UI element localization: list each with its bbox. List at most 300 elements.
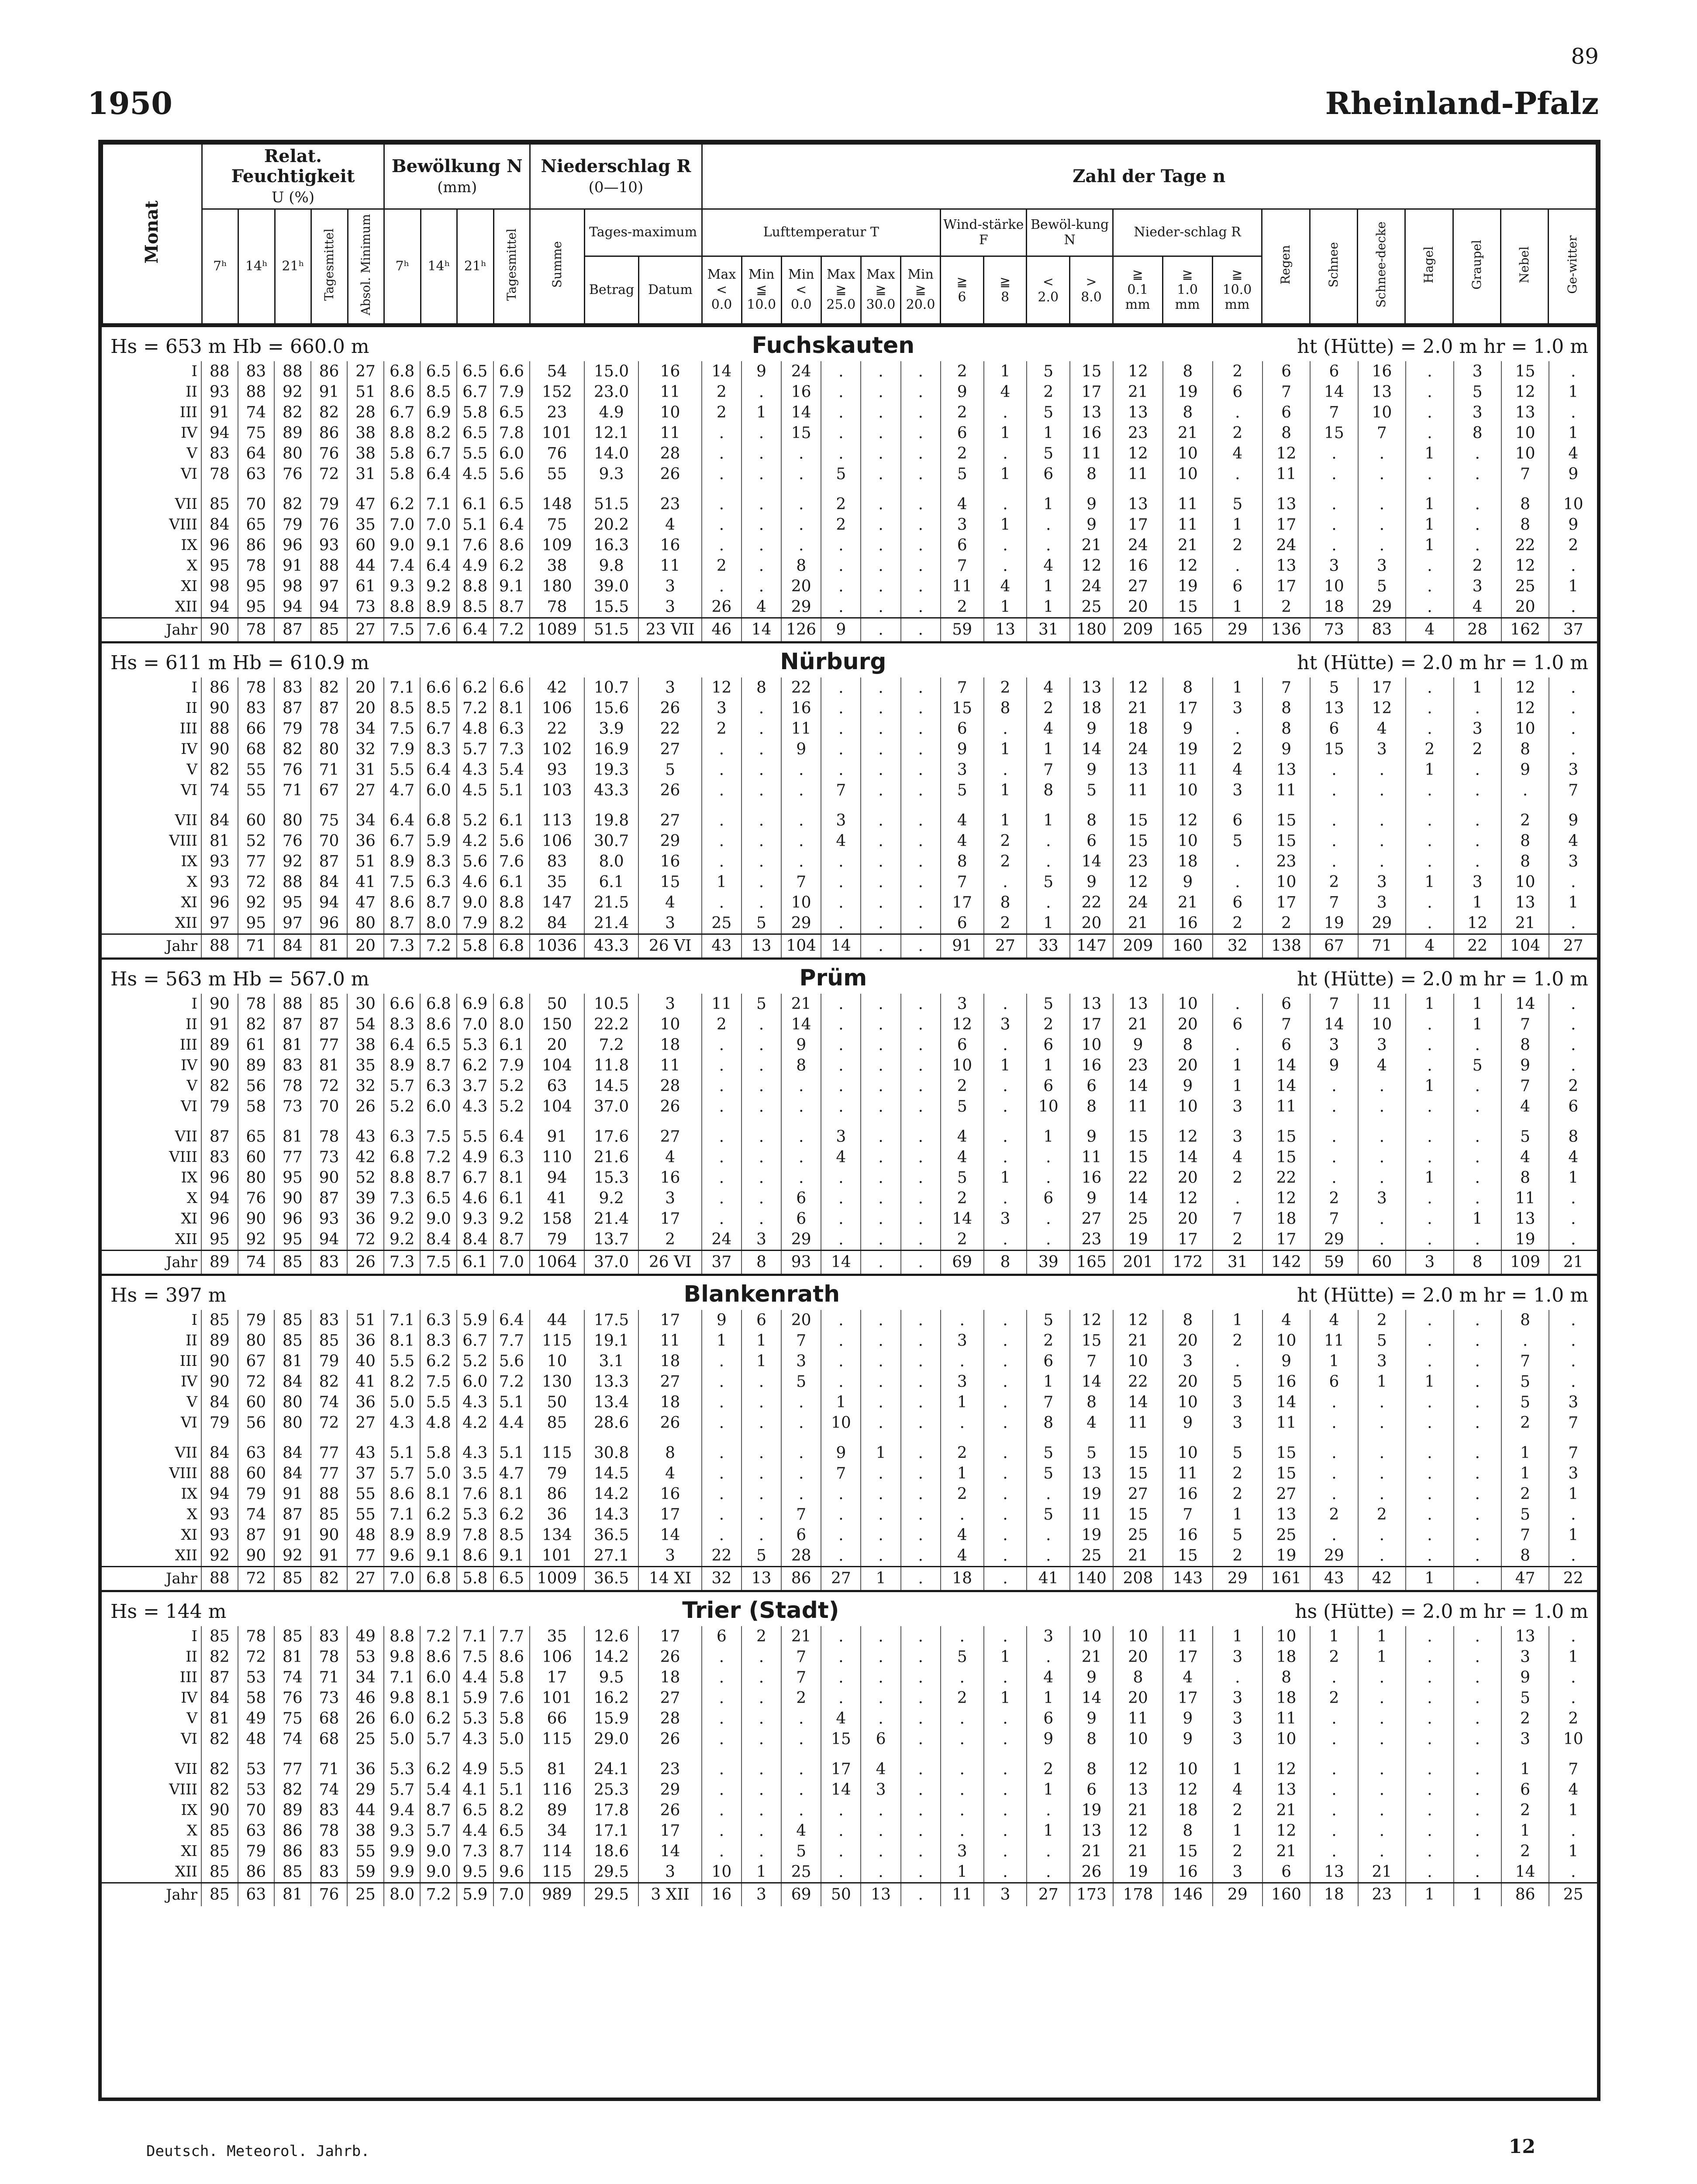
table-cell: . [781,1413,821,1433]
table-cell: 84 [201,801,238,831]
table-cell: . [742,556,781,576]
table-cell: 1 [1027,1117,1070,1147]
table-cell: . [1027,515,1070,535]
table-cell: 26 [347,1250,384,1274]
table-cell: 9 [742,361,781,382]
table-cell: 6 [1310,1372,1358,1392]
table-cell: 19 [1501,1229,1549,1251]
table-cell: . [901,1392,941,1413]
table-cell: 1 [1213,1504,1262,1525]
table-cell: . [901,831,941,851]
table-cell: 4 [1406,618,1453,641]
table-cell: . [901,719,941,739]
table-cell: 4.3 [457,1729,493,1749]
table-cell: . [984,1372,1027,1392]
table-cell: 3 [1549,760,1597,780]
table-cell: . [1549,698,1597,719]
table-cell: 35 [347,1055,384,1076]
col-temp-1: Max < 0.0 [702,256,742,324]
table-cell: . [742,382,781,402]
table-cell: 2 [1454,556,1501,576]
table-cell: 209 [1113,618,1163,641]
table-cell: 8 [1163,1310,1213,1330]
table-cell: 54 [530,361,584,382]
table-cell: . [1310,1096,1358,1117]
table-cell: . [1454,1667,1501,1688]
table-cell: 6 [861,1729,900,1749]
table-cell: 21 [781,1626,821,1647]
table-cell: 77 [311,1463,348,1484]
col-21h: 21ʰ [275,209,311,324]
table-cell: . [901,698,941,719]
station-name: Blankenrath [683,1281,840,1307]
table-cell: . [861,1310,900,1330]
table-cell: 26 [638,780,701,801]
table-cell: 20 [1163,1330,1213,1351]
table-cell: 7.7 [493,1626,530,1647]
table-cell: 1 [1213,1076,1262,1096]
table-cell: 17 [638,1209,701,1229]
table-cell: . [1454,1076,1501,1096]
table-cell: 6.8 [384,1147,421,1168]
table-cell: 51 [347,851,384,872]
table-cell: 5.1 [493,1433,530,1463]
table-cell: . [702,1688,742,1708]
table-cell: 53 [347,1647,384,1667]
table-cell: . [941,1821,984,1841]
table-cell: . [742,1647,781,1667]
table-cell: 18 [1163,851,1213,872]
table-cell: 28 [638,1708,701,1729]
table-cell: 58 [238,1688,275,1708]
table-row [102,484,1597,515]
table-cell: 2 [1213,1545,1262,1567]
table-cell: . [861,913,900,934]
table-cell: 11 [1358,994,1406,1014]
table-header [102,143,1597,325]
table-cell: 3 [1501,1729,1549,1749]
table-cell: 6 [1027,464,1070,484]
table-cell: 17 [941,892,984,913]
table-cell: 82 [201,1749,238,1780]
table-cell: 75 [274,1708,311,1729]
table-cell: 80 [347,913,384,934]
table-cell: 5 [638,760,701,780]
table-cell: 24 [1070,576,1113,597]
table-cell: 4 [1213,760,1262,780]
table-cell: 96 [201,1209,238,1229]
table-row [102,576,1597,597]
table-row [102,719,1597,739]
table-cell: 37 [1549,618,1597,641]
table-cell: . [941,1708,984,1729]
table-cell: 29 [1213,1883,1262,1906]
table-cell: 1 [1213,515,1262,535]
table-cell: 14 [821,934,861,957]
table-cell: 83 [311,1862,348,1883]
table-cell: 2 [1358,1504,1406,1525]
table-cell: . [984,994,1027,1014]
table-cell: . [861,1647,900,1667]
table-cell: 63 [238,1433,275,1463]
table-cell: . [1454,484,1501,515]
table-cell: . [901,1096,941,1117]
table-cell: . [984,872,1027,892]
table-row [102,1035,1597,1055]
table-cell: . [984,402,1027,423]
table-cell: . [1454,1525,1501,1545]
table-cell: 3.7 [457,1076,493,1096]
table-cell: 8 [638,1433,701,1463]
table-cell: 6.9 [457,994,493,1014]
table-cell: 10 [1501,719,1549,739]
table-cell: 2 [638,1229,701,1251]
table-cell: 5.8 [420,1433,457,1463]
table-cell: . [1358,515,1406,535]
table-cell: 4 [1549,443,1597,464]
table-cell: 1 [1406,760,1453,780]
month-label: Jahr [102,1566,201,1590]
table-cell: . [901,913,941,934]
table-cell: 31 [347,760,384,780]
table-cell: 1 [1027,801,1070,831]
table-cell: 11 [1262,1708,1310,1729]
table-cell: . [901,1780,941,1800]
table-row [102,1096,1597,1117]
table-row [102,994,1597,1014]
table-cell: 4 [1358,719,1406,739]
table-cell: 10 [1262,1626,1310,1647]
table-cell: 31 [1213,1250,1262,1274]
table-cell: 10 [1501,872,1549,892]
table-cell: 1 [1406,1883,1453,1906]
table-cell: 36.5 [584,1525,639,1545]
table-cell: 3 [1454,361,1501,382]
table-cell: 7.7 [493,1330,530,1351]
table-cell: . [742,535,781,556]
month-label: VIII [169,1148,197,1166]
table-cell: 4 [941,1545,984,1567]
table-cell: 68 [238,739,275,760]
table-cell: 74 [311,1392,348,1413]
table-cell: . [1454,1392,1501,1413]
table-cell: 16 [1113,556,1163,576]
table-cell: 90 [201,698,238,719]
table-cell: 7 [781,1504,821,1525]
table-cell: 2 [1501,801,1549,831]
table-cell: 6.5 [493,1566,530,1590]
table-cell: 8 [1501,484,1549,515]
table-cell: . [1454,1147,1501,1168]
table-cell: . [984,760,1027,780]
table-cell: . [1454,780,1501,801]
table-cell: 13 [1358,382,1406,402]
table-cell: 7 [781,1647,821,1667]
table-cell: 82 [201,760,238,780]
table-cell: 1 [941,1392,984,1413]
table-cell: . [901,1351,941,1372]
table-cell: 90 [201,1351,238,1372]
table-cell: 101 [530,1688,584,1708]
table-cell: 9 [1163,1708,1213,1729]
table-cell: 21 [1262,1800,1310,1821]
table-row [102,1484,1597,1504]
table-cell: . [1213,994,1262,1014]
table-cell: 14 [821,1250,861,1274]
table-cell: 8 [1262,1667,1310,1688]
table-cell: 1 [1406,1372,1453,1392]
table-cell: 9 [1163,1413,1213,1433]
table-cell: 3 [941,994,984,1014]
table-cell: 165 [1163,618,1213,641]
table-cell: 6 [1070,1076,1113,1096]
table-cell: 70 [238,1800,275,1821]
table-cell: . [861,556,900,576]
table-cell: . [702,1484,742,1504]
table-cell: 34 [347,719,384,739]
table-cell: . [1406,892,1453,913]
table-cell: 160 [1163,934,1213,957]
table-cell: 15 [1262,1147,1310,1168]
table-cell: . [781,1729,821,1749]
table-cell: 6 [1310,719,1358,739]
table-cell: . [1454,1433,1501,1463]
table-cell: . [861,851,900,872]
table-cell: 7 [1501,1525,1549,1545]
table-row [102,1229,1597,1251]
table-cell: 12 [1163,1188,1213,1209]
table-cell: . [1549,1821,1597,1841]
table-cell: . [1454,851,1501,872]
table-cell: 83 [201,443,238,464]
table-cell: . [1213,719,1262,739]
table-cell: 26 [1070,1862,1113,1883]
table-cell: . [742,1168,781,1188]
table-cell: 4.4 [493,1413,530,1433]
table-cell: 91 [274,1525,311,1545]
station-block [102,1274,1597,1590]
table-cell: 17 [821,1749,861,1780]
table-cell: 6.2 [420,1351,457,1372]
table-cell: 25 [702,913,742,934]
table-cell: 14 [1262,1055,1310,1076]
table-cell: 9 [821,1433,861,1463]
table-cell: . [742,423,781,443]
table-cell: . [1549,1188,1597,1209]
month-label: Jahr [102,1250,201,1274]
table-cell: 7.5 [384,872,421,892]
table-cell: 165 [1070,1250,1113,1274]
table-cell: . [901,1147,941,1168]
table-cell: 11 [1113,780,1163,801]
table-cell: 87 [311,698,348,719]
table-cell: 11.8 [584,1055,639,1076]
table-cell: 81 [311,934,348,957]
table-cell: . [821,382,861,402]
table-cell: 10 [1262,1729,1310,1749]
table-cell: 2 [941,1688,984,1708]
table-cell: . [1454,1780,1501,1800]
table-cell: . [941,1310,984,1330]
table-cell: 55 [347,1841,384,1862]
table-cell: 2 [984,831,1027,851]
table-cell: . [901,1463,941,1484]
table-cell: 76 [530,443,584,464]
table-cell: 10.5 [584,994,639,1014]
table-cell: 3 [1406,1250,1453,1274]
table-cell: 46 [347,1688,384,1708]
table-cell: . [901,1076,941,1096]
table-cell: 6.3 [420,1076,457,1096]
table-cell: 77 [347,1545,384,1567]
table-cell: 9 [1501,760,1549,780]
table-cell: 20 [1113,1647,1163,1667]
table-cell: . [1358,1545,1406,1567]
table-cell: 11 [1113,464,1163,484]
table-cell: 4 [638,1147,701,1168]
table-cell: 5.8 [493,1708,530,1729]
table-cell: 8 [1070,464,1113,484]
table-cell: 21 [1113,382,1163,402]
table-cell: . [742,1484,781,1504]
table-cell: 8.9 [420,1525,457,1545]
table-cell: 71 [311,1667,348,1688]
table-cell: . [984,719,1027,739]
table-cell: 6.3 [420,872,457,892]
table-cell: 97 [201,913,238,934]
table-cell: . [1454,1862,1501,1883]
table-cell: . [702,1800,742,1821]
table-cell: 22.2 [584,1014,639,1035]
table-cell: 8 [1501,1168,1549,1188]
table-cell: 90 [311,1168,348,1188]
table-cell: 12 [1262,1821,1310,1841]
table-cell: 80 [311,739,348,760]
table-cell: . [702,1780,742,1800]
table-cell: . [861,1147,900,1168]
table-cell: 6.1 [457,1250,493,1274]
table-cell: . [984,1667,1027,1688]
table-cell: 1009 [530,1566,584,1590]
table-cell: 4 [1027,556,1070,576]
col-graupel: Graupel [1469,239,1484,290]
table-cell: 78 [311,719,348,739]
table-cell: 3 [1454,719,1501,739]
table-cell: 9.1 [493,576,530,597]
table-cell: 11 [1070,443,1113,464]
table-cell: 3 [1358,872,1406,892]
table-cell: 4 [1262,1310,1310,1330]
table-cell: 25 [1549,1883,1597,1906]
table-cell: 88 [274,361,311,382]
table-cell: . [901,760,941,780]
table-cell: . [781,1096,821,1117]
table-cell: 85 [274,1250,311,1274]
table-cell: 5 [1358,576,1406,597]
table-cell: . [821,892,861,913]
table-cell: . [821,1372,861,1392]
table-cell: . [861,1076,900,1096]
table-row [102,515,1597,535]
table-cell: . [861,1525,900,1545]
table-cell: 86 [238,1862,275,1883]
table-cell: 96 [201,1168,238,1188]
table-cell: 8 [742,677,781,698]
table-row [102,1433,1597,1463]
table-cell: 79 [311,1351,348,1372]
table-cell: 14.2 [584,1484,639,1504]
table-cell: 9.0 [420,1209,457,1229]
table-cell: 12 [1163,1780,1213,1800]
table-cell: . [1358,780,1406,801]
table-cell: . [1358,1413,1406,1433]
table-cell: 28 [638,443,701,464]
table-cell: . [1549,739,1597,760]
table-cell: 4.7 [384,780,421,801]
table-cell: . [702,1821,742,1841]
table-cell: . [984,1504,1027,1525]
table-cell: 85 [201,484,238,515]
table-cell: . [1454,1413,1501,1433]
table-cell: 82 [311,1372,348,1392]
table-cell: 69 [781,1883,821,1906]
table-cell: 2 [1310,1647,1358,1667]
table-cell: 8.9 [420,597,457,618]
table-cell: 84 [274,1433,311,1463]
station-heights-left: Hs = 611 m Hb = 610.9 m [110,651,369,674]
table-cell: . [1358,1433,1406,1463]
month-label: VIII [169,516,197,534]
table-cell: 7.9 [457,913,493,934]
table-cell: . [702,1647,742,1667]
table-cell: 81 [201,1708,238,1729]
table-cell: 7 [1262,677,1310,698]
table-cell: . [984,1035,1027,1055]
table-cell: 15.9 [584,1708,639,1729]
table-cell: 6.4 [384,801,421,831]
table-cell: 73 [1310,618,1358,641]
table-cell: 82 [201,1647,238,1667]
table-cell: 29 [1310,1545,1358,1567]
table-cell: 89 [274,1800,311,1821]
table-cell: 8.7 [493,1229,530,1251]
table-cell: 5 [1501,1392,1549,1413]
table-cell: . [821,698,861,719]
table-cell: 2 [1213,1484,1262,1504]
table-cell: 72 [311,1413,348,1433]
col-datum: Datum [639,256,702,324]
table-cell: 9.2 [384,1209,421,1229]
table-cell: 43 [702,934,742,957]
table-cell: 25 [1501,576,1549,597]
table-cell: . [1027,1545,1070,1567]
table-cell: 22 [1262,1168,1310,1188]
table-cell: 7.5 [420,1250,457,1274]
table-cell: . [901,934,941,957]
table-cell: 3 [984,1209,1027,1229]
table-cell: 4 [1310,1310,1358,1330]
table-row [102,851,1597,872]
table-cell: . [1549,1351,1597,1372]
table-cell: 1 [1027,576,1070,597]
table-cell: 2 [1213,739,1262,760]
table-cell: 4 [1549,831,1597,851]
table-cell: 32 [347,739,384,760]
table-cell: 7.2 [420,1883,457,1906]
table-cell: 5.1 [457,515,493,535]
table-cell: 10 [1262,872,1310,892]
table-cell: 16 [1163,1484,1213,1504]
